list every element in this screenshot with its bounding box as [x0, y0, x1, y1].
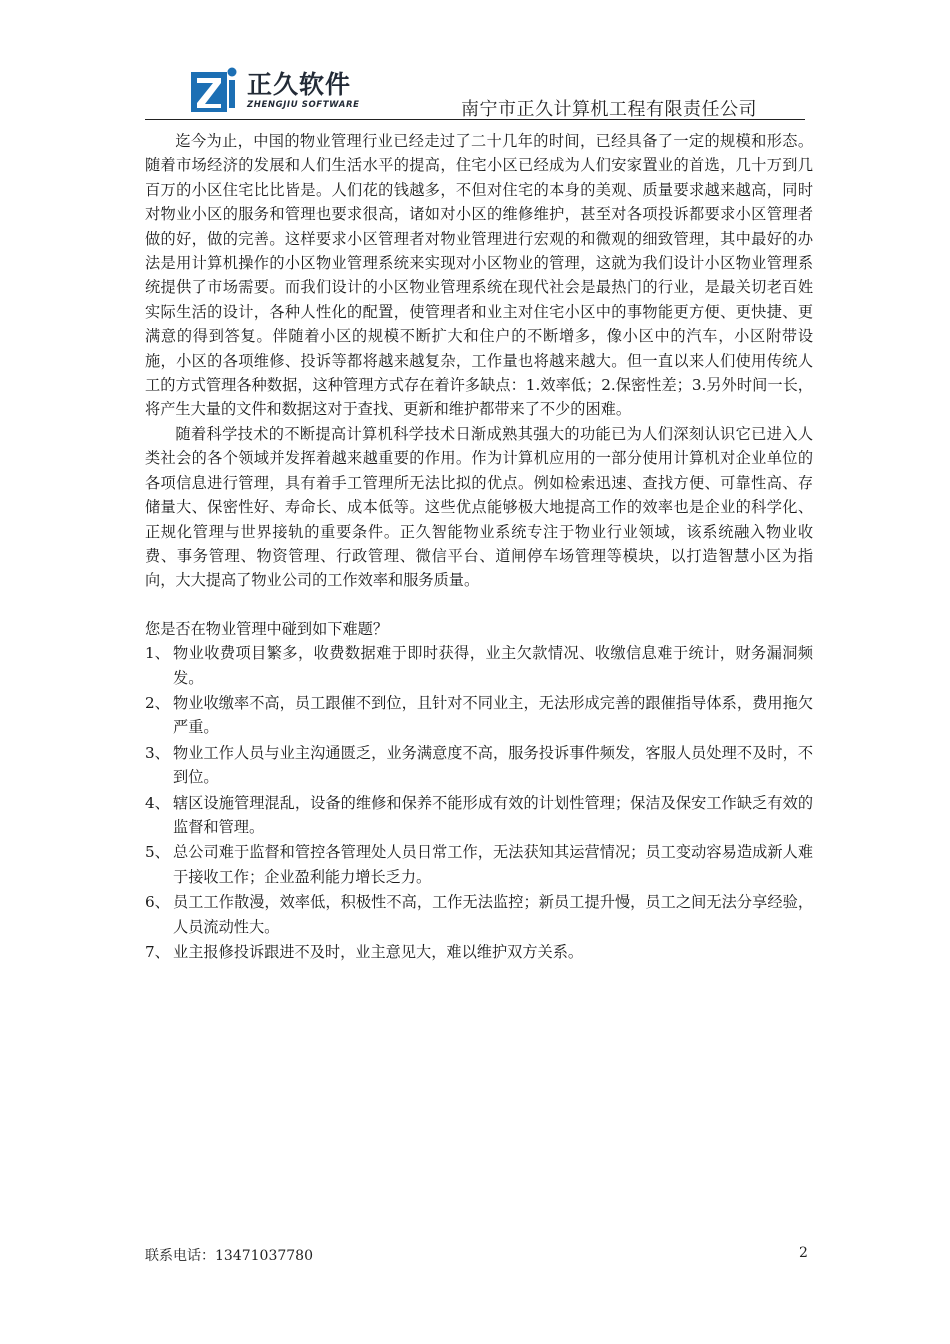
- list-text: 物业工作人员与业主沟通匮乏，业务满意度不高，服务投诉事件频发，客服人员处理不及时，不到位。: [173, 743, 813, 787]
- list-number: 5、: [145, 843, 170, 862]
- list-item: [145, 691, 813, 740]
- technology-paragraph: 随着科学技术的不断提高计算机科学技术日渐成熟其强大的功能已为人们深刻认识它已进入人类社会的各个领域并发挥着越来越重要的作用。作为计算机应用的一部分使用计算机对企业单位的各项信息进行管理，具有着手工管理所无法比拟的优点。例如检索迅速、查找方便、可靠性高、存储量大、保密性好、寿命长、成本低等。这些优点能够极大地提高工作的效率也是企业的科学化、正规化管理与世界接轨的重要条件。正久智能物业系统专注于物业行业领域，该系统融入物业收费、事务管理、物资管理、行政管理、微信平台、道闸停车场管理等模块，以打造智慧小区为指向，大大提高了物业公司的工作效率和服务质量。: [145, 424, 813, 590]
- list-item: [145, 641, 813, 690]
- list-item: [145, 840, 813, 889]
- list-number: 3、: [145, 743, 170, 762]
- list-item: [145, 791, 813, 840]
- list-number: 4、: [145, 793, 170, 812]
- company-logo: [191, 66, 366, 116]
- header-divider: [145, 119, 805, 120]
- logo-chinese-text: 正久软件: [247, 70, 352, 99]
- logo-english-text: ZHENGJIU SOFTWARE: [247, 100, 360, 110]
- list-item: [145, 890, 813, 939]
- footer-contact: 联系电话：13471037780: [145, 1248, 313, 1264]
- zhengjiu-z-logo-icon: [191, 66, 239, 114]
- list-number: 1、: [145, 644, 170, 663]
- list-text: 物业收缴率不高，员工跟催不到位，且针对不同业主，无法形成完善的跟催指导体系，费用拖欠严重。: [173, 693, 813, 737]
- intro-paragraph: 迄今为止，中国的物业管理行业已经走过了二十几年的时间，已经具备了一定的规模和形态。随着市场经济的发展和人们生活水平的提高，住宅小区已经成为人们安家置业的首选，几十万到几百万的小区住宅比比皆是。人们花的钱越多，不但对住宅的本身的美观、质量要求越来越高，同时对物业小区的服务和管理也要求很高，诸如对小区的维修维护，甚至对各项投诉都要求小区管理者做的好，做的完善。这样要求小区管理者对物业管理进行宏观的和微观的细致管理，其中最好的办法是用计算机操作的小区物业管理系统来实现对小区物业的管理，这就为我们设计小区物业管理系统提供了市场需要。而我们设计的小区物业管理系统在现代社会是最热门的行业，是最关切老百姓实际生活的设计，各种人性化的配置，使管理者和业主对住宅小区中的事物能更方便、更快捷、更满意的得到答复。伴随着小区的规模不断扩大和住户的不断增多，像小区中的汽车，小区附带设施，小区的各项维修、投诉等都将越来越复杂，工作量也将越来越大。但一直以来人们使用传统人工的方式管理各种数据，这种管理方式存在着许多缺点：1.效率低；2.保密性差；3.另外时间一长，将产生大量的文件和数据这对于查找、更新和维护都带来了不少的困难。: [145, 132, 813, 419]
- list-text: 辖区设施管理混乱，设备的维修和保养不能形成有效的计划性管理；保洁及保安工作缺乏有效的监督和管理。: [173, 793, 813, 836]
- list-number: 2、: [145, 693, 170, 712]
- problem-list: [145, 641, 813, 964]
- list-text: 员工工作散漫，效率低，积极性不高，工作无法监控；新员工提升慢，员工之间无法分享经验，人员流动性大。: [173, 893, 813, 936]
- list-text: 总公司难于监督和管控各管理处人员日常工作，无法获知其运营情况；员工变动容易造成新人难于接收工作；企业盈利能力增长乏力。: [173, 843, 813, 886]
- list-text: 业主报修投诉跟进不及时，业主意见大，难以维护双方关系。: [173, 943, 584, 961]
- company-name: 南宁市正久计算机工程有限责任公司: [461, 99, 757, 120]
- list-item: [145, 741, 813, 790]
- question-heading: 您是否在物业管理中碰到如下难题？: [145, 619, 388, 638]
- page-header: [145, 62, 805, 120]
- page-number: 2: [799, 1245, 808, 1261]
- list-text: 物业收费项目繁多，收费数据难于即时获得，业主欠款情况、收缴信息难于统计，财务漏洞频发。: [173, 644, 813, 687]
- page-body: [145, 129, 813, 964]
- list-number: 6、: [145, 893, 170, 912]
- list-number: 7、: [145, 943, 170, 961]
- list-item: [145, 940, 813, 964]
